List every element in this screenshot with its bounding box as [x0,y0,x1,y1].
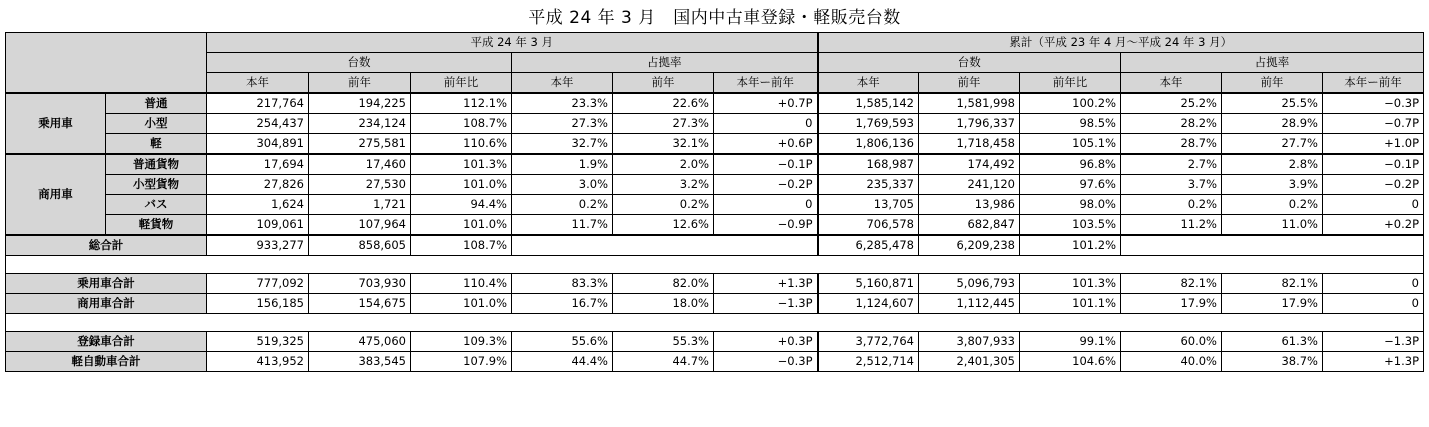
spacer-cell [6,256,1424,274]
value-cell: 110.6% [411,134,512,155]
header-units-cum: 台数 [818,53,1121,73]
value-cell: 933,277 [207,235,309,256]
value-cell: 107.9% [411,352,512,372]
value-cell: 3.7% [1121,175,1222,195]
value-cell: 82.1% [1121,274,1222,294]
value-cell: 168,987 [818,154,919,175]
value-cell: 0 [1323,195,1424,215]
value-cell: 110.4% [411,274,512,294]
value-cell: 413,952 [207,352,309,372]
row-label: 小型貨物 [106,175,207,195]
empty-cell [1121,235,1424,256]
value-cell: 101.0% [411,175,512,195]
total-label: 総合計 [6,235,207,256]
value-cell: 28.7% [1121,134,1222,155]
empty-cell [512,235,818,256]
value-cell: 706,578 [818,215,919,236]
header-share: 占拠率 [512,53,818,73]
value-cell: −0.3P [714,352,818,372]
value-cell: −0.9P [714,215,818,236]
value-cell: +1.3P [1323,352,1424,372]
subtotal-label: 登録車合計 [6,332,207,352]
value-cell: 94.4% [411,195,512,215]
table-row [6,134,1424,155]
value-cell: −0.2P [1323,175,1424,195]
value-cell: 104.6% [1020,352,1121,372]
value-cell: 1,124,607 [818,294,919,314]
header-this-year: 本年 [207,73,309,94]
value-cell: 1,721 [309,195,411,215]
value-cell: 40.0% [1121,352,1222,372]
value-cell: 83.3% [512,274,613,294]
subtotal-label: 乗用車合計 [6,274,207,294]
value-cell: 0 [1323,274,1424,294]
row-label: 普通貨物 [106,154,207,175]
value-cell: +0.6P [714,134,818,155]
subtotal-row [6,332,1424,352]
value-cell: 17.9% [1121,294,1222,314]
value-cell: 0 [1323,294,1424,314]
value-cell: 3.0% [512,175,613,195]
value-cell: 11.2% [1121,215,1222,236]
category-passenger: 乗用車 [6,93,106,154]
value-cell: 475,060 [309,332,411,352]
value-cell: 98.5% [1020,114,1121,134]
value-cell: 17.9% [1222,294,1323,314]
header-share-cum: 占拠率 [1121,53,1424,73]
value-cell: 28.9% [1222,114,1323,134]
value-cell: 11.0% [1222,215,1323,236]
header-last-year: 前年 [1222,73,1323,94]
value-cell: 6,285,478 [818,235,919,256]
value-cell: 5,096,793 [919,274,1020,294]
spacer-cell [6,314,1424,332]
value-cell: 154,675 [309,294,411,314]
value-cell: 3,807,933 [919,332,1020,352]
value-cell: +0.7P [714,93,818,114]
value-cell: 234,124 [309,114,411,134]
subtotal-label: 商用車合計 [6,294,207,314]
value-cell: 96.8% [1020,154,1121,175]
header-last-year: 前年 [919,73,1020,94]
value-cell: 105.1% [1020,134,1121,155]
header-last-year: 前年 [309,73,411,94]
value-cell: 18.0% [613,294,714,314]
value-cell: 55.3% [613,332,714,352]
value-cell: 17,460 [309,154,411,175]
value-cell: 703,930 [309,274,411,294]
value-cell: 235,337 [818,175,919,195]
value-cell: 275,581 [309,134,411,155]
subtotal-label: 軽自動車合計 [6,352,207,372]
value-cell: +0.3P [714,332,818,352]
value-cell: 13,986 [919,195,1020,215]
total-row [6,235,1424,256]
value-cell: 682,847 [919,215,1020,236]
value-cell: 12.6% [613,215,714,236]
value-cell: 241,120 [919,175,1020,195]
value-cell: 61.3% [1222,332,1323,352]
value-cell: 519,325 [207,332,309,352]
value-cell: +0.2P [1323,215,1424,236]
value-cell: 27,826 [207,175,309,195]
header-yoy: 前年比 [411,73,512,94]
value-cell: 82.1% [1222,274,1323,294]
value-cell: −1.3P [714,294,818,314]
value-cell: 38.7% [1222,352,1323,372]
value-cell: 1,796,337 [919,114,1020,134]
value-cell: 11.7% [512,215,613,236]
value-cell: 254,437 [207,114,309,134]
row-label: バス [106,195,207,215]
value-cell: 13,705 [818,195,919,215]
value-cell: 28.2% [1121,114,1222,134]
value-cell: 109.3% [411,332,512,352]
value-cell: 2.8% [1222,154,1323,175]
value-cell: 100.2% [1020,93,1121,114]
value-cell: 3.9% [1222,175,1323,195]
value-cell: 3.2% [613,175,714,195]
value-cell: 25.5% [1222,93,1323,114]
value-cell: 1.9% [512,154,613,175]
subtotal-row [6,294,1424,314]
value-cell: 304,891 [207,134,309,155]
value-cell: 2.0% [613,154,714,175]
header-units: 台数 [207,53,512,73]
value-cell: 0 [714,195,818,215]
value-cell: 25.2% [1121,93,1222,114]
row-label: 軽貨物 [106,215,207,236]
value-cell: 1,581,998 [919,93,1020,114]
value-cell: 0.2% [613,195,714,215]
value-cell: 99.1% [1020,332,1121,352]
value-cell: 1,624 [207,195,309,215]
row-label: 普通 [106,93,207,114]
page-title: 平成 24 年 3 月 国内中古車登録・軽販売台数 [528,8,901,28]
value-cell: 101.1% [1020,294,1121,314]
value-cell: −0.2P [714,175,818,195]
row-label: 小型 [106,114,207,134]
value-cell: 82.0% [613,274,714,294]
sales-table [5,32,1424,372]
header-yoy: 前年比 [1020,73,1121,94]
value-cell: 16.7% [512,294,613,314]
table-row [6,215,1424,236]
row-label: 軽 [106,134,207,155]
value-cell: 112.1% [411,93,512,114]
value-cell: 3,772,764 [818,332,919,352]
corner-cell [6,33,207,94]
value-cell: 174,492 [919,154,1020,175]
category-commercial: 商用車 [6,154,106,235]
value-cell: 1,769,593 [818,114,919,134]
value-cell: 107,964 [309,215,411,236]
header-last-year: 前年 [613,73,714,94]
value-cell: 32.7% [512,134,613,155]
table-row [6,195,1424,215]
value-cell: 0 [714,114,818,134]
value-cell: −0.3P [1323,93,1424,114]
value-cell: 101.2% [1020,235,1121,256]
value-cell: 108.7% [411,235,512,256]
value-cell: +1.3P [714,274,818,294]
value-cell: 6,209,238 [919,235,1020,256]
value-cell: 101.0% [411,294,512,314]
value-cell: 32.1% [613,134,714,155]
value-cell: 109,061 [207,215,309,236]
header-this-year: 本年 [1121,73,1222,94]
value-cell: 101.3% [411,154,512,175]
value-cell: 1,718,458 [919,134,1020,155]
value-cell: 60.0% [1121,332,1222,352]
value-cell: 27.7% [1222,134,1323,155]
subtotal-row [6,352,1424,372]
value-cell: 103.5% [1020,215,1121,236]
header-this-year: 本年 [818,73,919,94]
value-cell: 101.3% [1020,274,1121,294]
value-cell: 777,092 [207,274,309,294]
value-cell: 156,185 [207,294,309,314]
spacer-row [6,314,1424,332]
value-cell: 44.7% [613,352,714,372]
table-row [6,93,1424,114]
value-cell: 1,585,142 [818,93,919,114]
spacer-row [6,256,1424,274]
value-cell: −1.3P [1323,332,1424,352]
value-cell: 5,160,871 [818,274,919,294]
table-row [6,175,1424,195]
value-cell: 98.0% [1020,195,1121,215]
value-cell: 2,512,714 [818,352,919,372]
value-cell: 383,545 [309,352,411,372]
header-diff: 本年ー前年 [714,73,818,94]
header-month-group: 平成 24 年 3 月 [207,33,818,53]
value-cell: −0.1P [1323,154,1424,175]
value-cell: 23.3% [512,93,613,114]
value-cell: 1,112,445 [919,294,1020,314]
header-cumulative-group: 累計（平成 23 年 4 月〜平成 24 年 3 月） [818,33,1424,53]
value-cell: −0.7P [1323,114,1424,134]
value-cell: 97.6% [1020,175,1121,195]
value-cell: 17,694 [207,154,309,175]
table-row [6,154,1424,175]
header-diff: 本年ー前年 [1323,73,1424,94]
value-cell: 27.3% [512,114,613,134]
value-cell: 2.7% [1121,154,1222,175]
table-row [6,114,1424,134]
value-cell: 0.2% [1222,195,1323,215]
value-cell: 0.2% [1121,195,1222,215]
value-cell: −0.1P [714,154,818,175]
value-cell: 194,225 [309,93,411,114]
value-cell: 2,401,305 [919,352,1020,372]
value-cell: 1,806,136 [818,134,919,155]
value-cell: 217,764 [207,93,309,114]
value-cell: 44.4% [512,352,613,372]
value-cell: 0.2% [512,195,613,215]
value-cell: 27,530 [309,175,411,195]
value-cell: 27.3% [613,114,714,134]
value-cell: +1.0P [1323,134,1424,155]
value-cell: 858,605 [309,235,411,256]
subtotal-row [6,274,1424,294]
value-cell: 101.0% [411,215,512,236]
value-cell: 108.7% [411,114,512,134]
value-cell: 55.6% [512,332,613,352]
value-cell: 22.6% [613,93,714,114]
header-this-year: 本年 [512,73,613,94]
